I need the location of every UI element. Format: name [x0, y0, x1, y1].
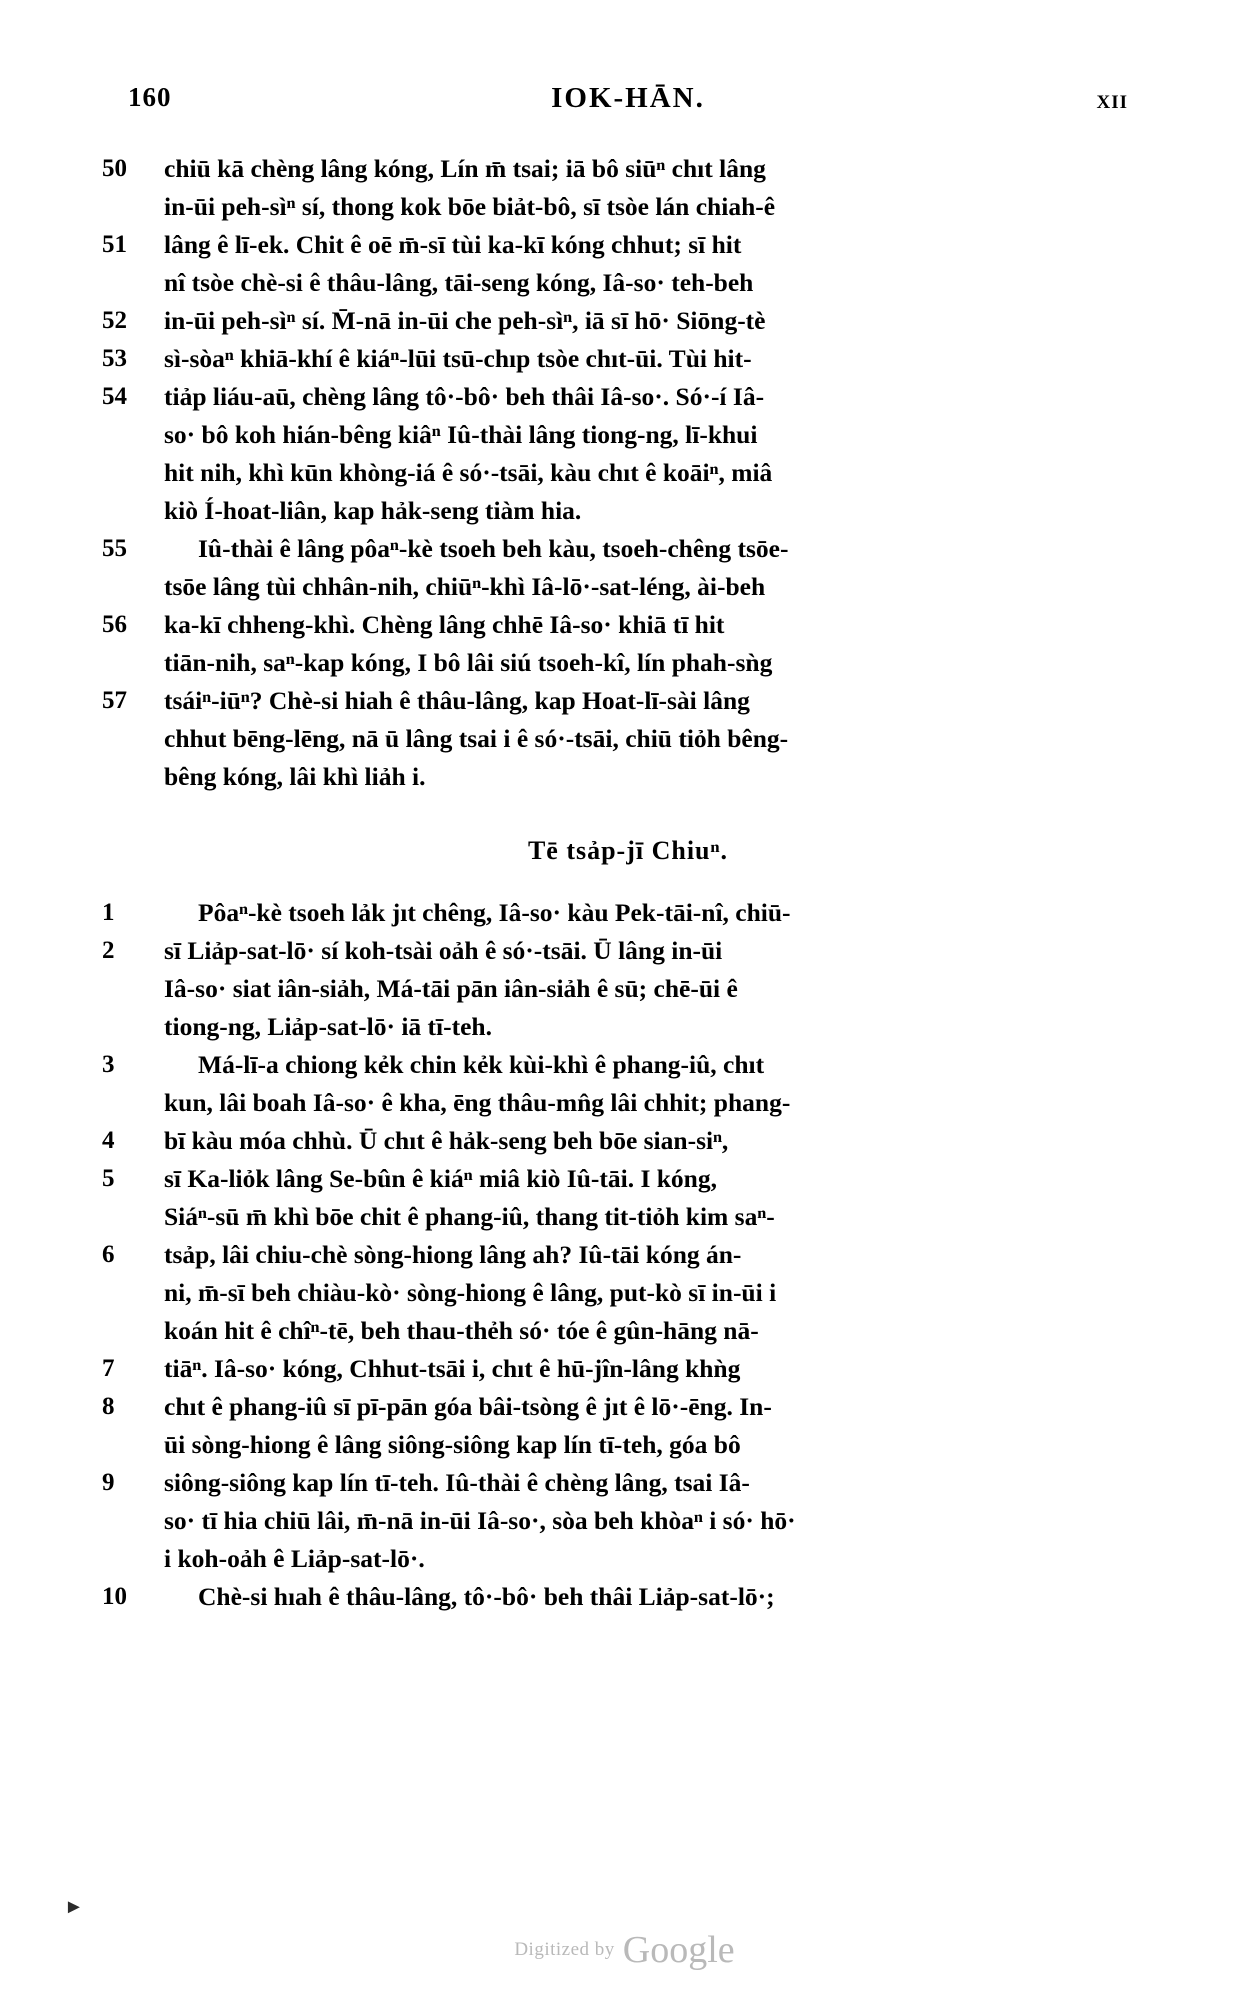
line-text: Iû-thài ê lâng pôaⁿ-kè tsoeh beh kàu, tsoeh-chêng tsōe-	[198, 534, 789, 563]
scan-edge-mark: ►	[64, 1896, 84, 1918]
verse-number: 9	[102, 1469, 115, 1496]
line-text: so· bô koh hián-bêng kiâⁿ Iû-thài lâng tiong-ng, lī-khui	[164, 420, 758, 449]
text-line	[128, 1426, 1128, 1464]
text-line	[128, 188, 1128, 226]
text-line	[128, 492, 1128, 530]
line-text: sì-sòaⁿ khiā-khí ê kiáⁿ-lūi tsū-chıp tsòe chıt-ūi. Tùi hit-	[164, 344, 752, 373]
line-text: tiāⁿ. Iâ-so· kóng, Chhut-tsāi i, chıt ê hū-jîn-lâng khǹg	[164, 1354, 741, 1383]
line-text: Chè-si hıah ê thâu-lâng, tô·-bô· beh thâi Liảp-sat-lō·;	[198, 1582, 775, 1611]
line-text: Pôaⁿ-kè tsoeh lảk jıt chêng, Iâ-so· kàu Pek-tāi-nî, chiū-	[198, 898, 791, 927]
text-line	[128, 1008, 1128, 1046]
text-line	[102, 1464, 1128, 1502]
line-text: tiảp liáu-aū, chèng lâng tô·-bô· beh thâi Iâ-so·. Só·-í Iâ-	[164, 382, 765, 411]
running-title: IOK-HĀN.	[551, 82, 705, 114]
line-text: chiū kā chèng lâng kóng, Lín m̄ tsai; iā bô siūⁿ chıt lâng	[164, 154, 766, 183]
line-text: sī Ka-liỏk lâng Se-bûn ê kiáⁿ miâ kiò Iû-tāi. I kóng,	[164, 1164, 717, 1193]
verse-number: 57	[102, 687, 127, 714]
text-line	[128, 1312, 1128, 1350]
line-text: Siáⁿ-sū m̄ khì bōe chit ê phang-iû, thang tit-tiỏh kim saⁿ-	[164, 1202, 775, 1231]
text-line	[102, 1350, 1128, 1388]
text-line	[128, 1540, 1128, 1578]
text-line	[102, 1046, 1128, 1084]
verse-number: 50	[102, 155, 127, 182]
text-line	[128, 1198, 1128, 1236]
google-wordmark: Google	[622, 1929, 735, 1971]
signature-mark: XII	[1096, 92, 1128, 113]
text-line	[102, 150, 1128, 188]
verse-number: 53	[102, 345, 127, 372]
text-line	[102, 1236, 1128, 1274]
line-text: hit nih, khì kūn khòng-iá ê só·-tsāi, kàu chıt ê koāiⁿ, miâ	[164, 458, 773, 487]
line-text: Má-lī-a chiong kẻk chin kẻk kùi-khì ê phang-iû, chıt	[198, 1050, 765, 1079]
text-line	[102, 1578, 1128, 1616]
text-line	[128, 758, 1128, 796]
line-text: chhut bēng-lēng, nā ū lâng tsai i ê só·-tsāi, chiū tiỏh bêng-	[164, 724, 789, 753]
verse-number: 10	[102, 1583, 127, 1610]
line-text: lâng ê lī-ek. Chit ê oē m̄-sī tùi ka-kī kóng chhut; sī hit	[164, 230, 742, 259]
line-text: sī Liảp-sat-lō· sí koh-tsài oảh ê só·-tsāi. Ū lâng in-ūi	[164, 936, 723, 965]
line-text: tsōe lâng tùi chhân-nih, chiūⁿ-khì Iâ-lō·-sat-léng, ài-beh	[164, 572, 766, 601]
line-text: ni, m̄-sī beh chiàu-kò· sòng-hiong ê lâng, put-kò sī in-ūi i	[164, 1278, 777, 1307]
text-line	[102, 932, 1128, 970]
body-text	[102, 150, 1128, 1616]
text-line	[102, 1122, 1128, 1160]
verse-number: 7	[102, 1355, 115, 1382]
verse-number: 6	[102, 1241, 115, 1268]
text-line	[128, 1502, 1128, 1540]
page-number: 160	[128, 82, 172, 112]
line-text: tsáiⁿ-iūⁿ? Chè-si hiah ê thâu-lâng, kap Hoat-lī-sài lâng	[164, 686, 750, 715]
text-line	[128, 970, 1128, 1008]
verse-number: 2	[102, 937, 115, 964]
text-line	[128, 644, 1128, 682]
digitized-by-label: Digitized by	[514, 1939, 615, 1960]
text-line	[102, 1160, 1128, 1198]
verse-number: 55	[102, 535, 127, 562]
verse-number: 8	[102, 1393, 115, 1420]
verse-number: 5	[102, 1165, 115, 1192]
line-text: ka-kī chheng-khì. Chèng lâng chhē Iâ-so· khiā tī hit	[164, 610, 725, 639]
text-line	[102, 530, 1128, 568]
text-line	[102, 682, 1128, 720]
text-line	[102, 606, 1128, 644]
line-text: kiò Í-hoat-liân, kap hảk-seng tiàm hia.	[164, 496, 582, 525]
google-watermark	[0, 1928, 1249, 1972]
line-text: tiong-ng, Liảp-sat-lō· iā tī-teh.	[164, 1012, 492, 1041]
verse-number: 52	[102, 307, 127, 334]
line-text: i koh-oảh ê Liảp-sat-lō·.	[164, 1544, 425, 1573]
verse-number: 54	[102, 383, 127, 410]
verse-number: 56	[102, 611, 127, 638]
verse-number: 3	[102, 1051, 115, 1078]
text-line	[102, 302, 1128, 340]
line-text: kun, lâi boah Iâ-so· ê kha, ēng thâu-mn̂g lâi chhit; phang-	[164, 1088, 791, 1117]
text-line	[128, 454, 1128, 492]
text-line	[128, 1274, 1128, 1312]
verse-number: 4	[102, 1127, 115, 1154]
text-line	[128, 568, 1128, 606]
text-line	[102, 226, 1128, 264]
line-text: in-ūi peh-sìⁿ sí. M̄-nā in-ūi che peh-sìⁿ, iā sī hō· Siōng-tè	[164, 306, 766, 335]
line-text: tiān-nih, saⁿ-kap kóng, I bô lâi siú tsoeh-kî, lín phah-sǹg	[164, 648, 773, 677]
line-text: bī kàu móa chhù. Ū chıt ê hảk-seng beh bōe sian-siⁿ,	[164, 1126, 729, 1155]
line-text: chıt ê phang-iû sī pī-pān góa bâi-tsòng ê jıt ê lō·-ēng. In-	[164, 1392, 772, 1421]
verse-number: 1	[102, 899, 115, 926]
text-line	[102, 894, 1128, 932]
text-line	[128, 1084, 1128, 1122]
line-text: siông-siông kap lín tī-teh. Iû-thài ê chèng lâng, tsai Iâ-	[164, 1468, 750, 1497]
text-line	[102, 340, 1128, 378]
line-text: ūi sòng-hiong ê lâng siông-siông kap lín tī-teh, góa bô	[164, 1430, 741, 1459]
line-text: tsảp, lâi chiu-chè sòng-hiong lâng ah? Iû-tāi kóng án-	[164, 1240, 742, 1269]
line-text: Iâ-so· siat iân-siảh, Má-tāi pān iân-siảh ê sū; chē-ūi ê	[164, 974, 738, 1003]
line-text: so· tī hia chiū lâi, m̄-nā in-ūi Iâ-so·, sòa beh khòaⁿ i só· hō·	[164, 1506, 796, 1535]
page-header	[128, 82, 1128, 122]
chapter-heading: Tē tsảp-jī Chiuⁿ.	[527, 836, 729, 865]
text-line	[128, 416, 1128, 454]
text-line	[128, 264, 1128, 302]
verse-number: 51	[102, 231, 127, 258]
line-text: koán hit ê chîⁿ-tē, beh thau-thẻh só· tóe ê gûn-hāng nā-	[164, 1316, 759, 1345]
line-text: in-ūi peh-sìⁿ sí, thong kok bōe biảt-bô, sī tsòe lán chiah-ê	[164, 192, 776, 221]
text-line	[102, 378, 1128, 416]
line-text: bêng kóng, lâi khì liảh i.	[164, 762, 426, 791]
line-text: nî tsòe chè-si ê thâu-lâng, tāi-seng kóng, Iâ-so· teh-beh	[164, 268, 754, 297]
text-line	[128, 720, 1128, 758]
text-line	[102, 1388, 1128, 1426]
